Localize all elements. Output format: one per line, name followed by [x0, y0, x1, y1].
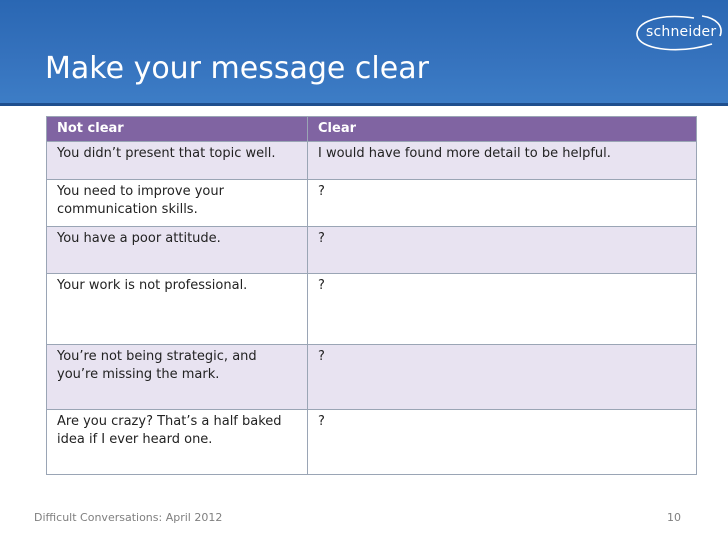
not-clear-cell: Are you crazy? That’s a half baked idea if I ever heard one.: [47, 410, 308, 475]
table-row: [47, 227, 697, 274]
not-clear-cell: You have a poor attitude.: [47, 227, 308, 274]
clear-cell: ?: [308, 274, 697, 345]
page-number: 10: [667, 511, 681, 524]
clarity-table: [46, 116, 697, 475]
table-header-row: [47, 117, 697, 142]
header-clear: Clear: [308, 117, 697, 142]
clear-cell: I would have found more detail to be helpful.: [308, 142, 697, 180]
not-clear-cell: You didn’t present that topic well.: [47, 142, 308, 180]
clear-cell: ?: [308, 227, 697, 274]
table-row: [47, 345, 697, 410]
not-clear-cell: You need to improve your communication skills.: [47, 180, 308, 227]
clear-cell: ?: [308, 345, 697, 410]
header-not-clear: Not clear: [47, 117, 308, 142]
header-divider: [0, 103, 728, 106]
logo-text: schneider: [646, 24, 717, 40]
table-row: [47, 142, 697, 180]
clear-cell: ?: [308, 410, 697, 475]
slide-title: Make your message clear: [45, 51, 429, 86]
table-row: [47, 410, 697, 475]
table-row: [47, 180, 697, 227]
clear-cell: ?: [308, 180, 697, 227]
not-clear-cell: You’re not being strategic, and you’re missing the mark.: [47, 345, 308, 410]
company-logo: [632, 14, 724, 52]
footer-text: Difficult Conversations: April 2012: [34, 511, 223, 524]
table-row: [47, 274, 697, 345]
not-clear-cell: Your work is not professional.: [47, 274, 308, 345]
